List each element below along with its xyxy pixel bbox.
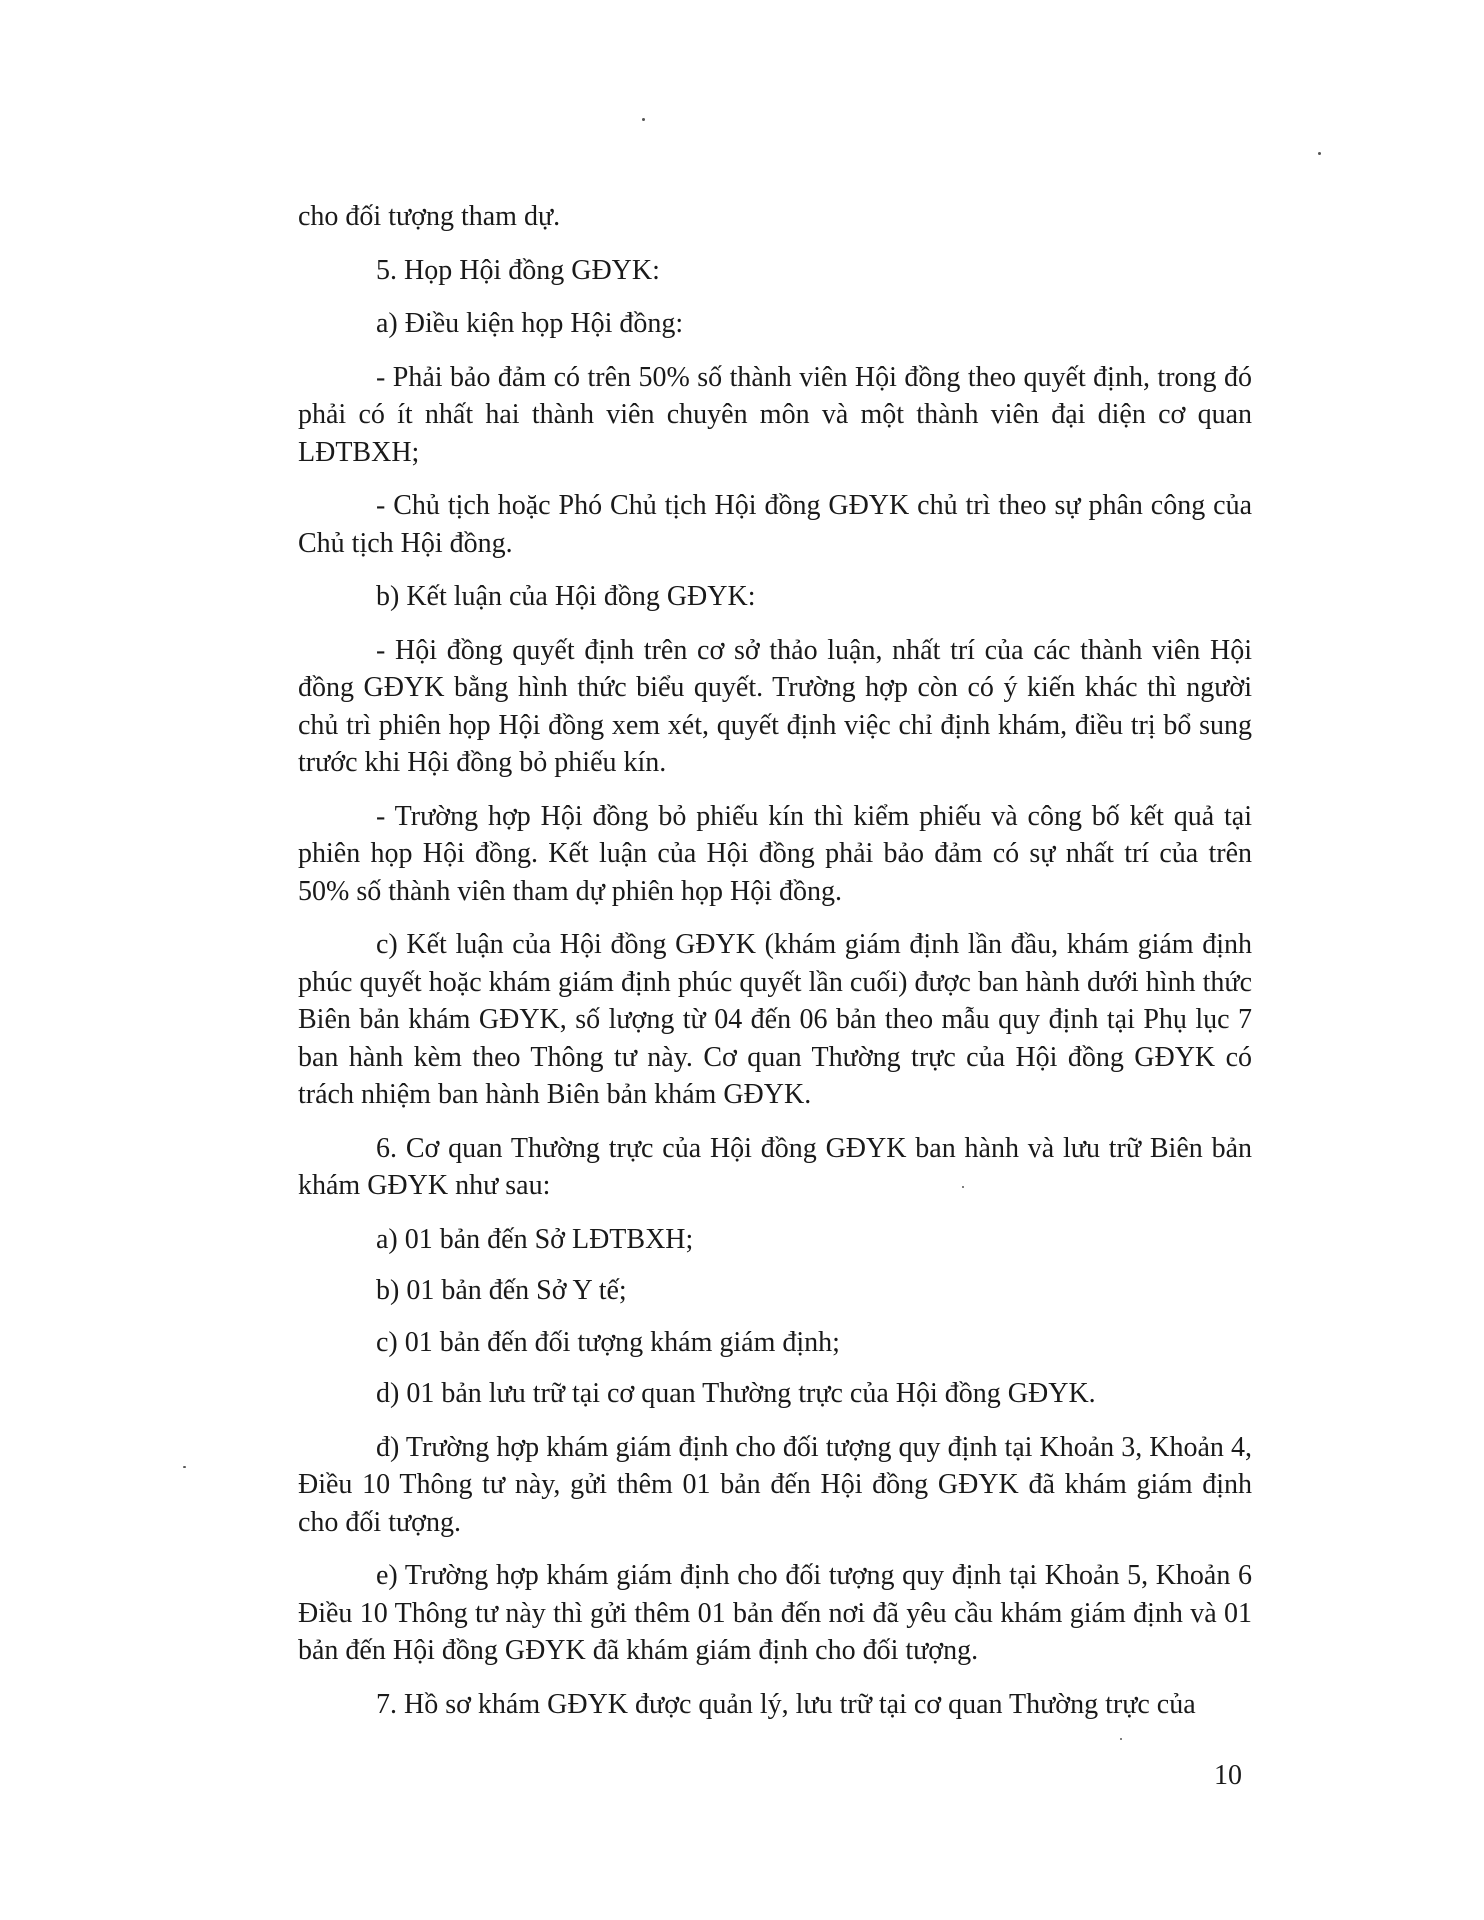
- list-item-d: d) 01 bản lưu trữ tại cơ quan Thường trực của Hội đồng GĐYK.: [376, 1378, 1096, 1409]
- scan-speck: [1318, 152, 1321, 155]
- section-5-heading: 5. Họp Hội đồng GĐYK:: [376, 254, 660, 286]
- list-item-dd: đ) Trường hợp khám giám định cho đối tượng quy định tại Khoản 3, Khoản 4, Điều 10 Thông tư này, gửi thêm 01 bản đến Hội đồng GĐYK đã khám giám định cho đối tượng.: [298, 1431, 1252, 1538]
- scan-speck: [642, 118, 645, 121]
- paragraph-continuation: cho đối tượng tham dự.: [298, 201, 561, 232]
- paragraph-secret-ballot: - Trường hợp Hội đồng bỏ phiếu kín thì kiểm phiếu và công bố kết quả tại phiên họp Hội đồng. Kết luận của Hội đồng phải bảo đảm có sự nhất trí của trên 50% số thành viên tham dự phiên họp Hội đồng.: [298, 800, 1252, 907]
- document-body: [298, 198, 1252, 1739]
- paragraph-chair: - Chủ tịch hoặc Phó Chủ tịch Hội đồng GĐYK chủ trì theo sự phân công của Chủ tịch Hội đồng.: [298, 490, 1252, 559]
- paragraph-quorum: - Phải bảo đảm có trên 50% số thành viên Hội đồng theo quyết định, trong đó phải có ít nhất hai thành viên chuyên môn và một thành viên đại diện cơ quan LĐTBXH;: [298, 361, 1252, 468]
- scan-speck: [183, 1466, 186, 1468]
- section-7-start: 7. Hồ sơ khám GĐYK được quản lý, lưu trữ tại cơ quan Thường trực của: [376, 1688, 1196, 1720]
- page-number: 10: [1214, 1760, 1242, 1791]
- scan-speck: [962, 1186, 964, 1188]
- subsection-b-heading: b) Kết luận của Hội đồng GĐYK:: [376, 581, 756, 612]
- section-6-heading: 6. Cơ quan Thường trực của Hội đồng GĐYK ban hành và lưu trữ Biên bản khám GĐYK như sau:: [298, 1132, 1252, 1201]
- list-item-b: b) 01 bản đến Sở Y tế;: [376, 1275, 627, 1306]
- paragraph-voting: - Hội đồng quyết định trên cơ sở thảo luận, nhất trí của các thành viên Hội đồng GĐYK bằng hình thức biểu quyết. Trường hợp còn có ý kiến khác thì người chủ trì phiên họp Hội đồng xem xét, quyết định việc chỉ định khám, điều trị bổ sung trước khi Hội đồng bỏ phiếu kín.: [298, 634, 1252, 778]
- list-item-a: a) 01 bản đến Sở LĐTBXH;: [376, 1223, 694, 1255]
- paragraph-conclusion-c: c) Kết luận của Hội đồng GĐYK (khám giám định lần đầu, khám giám định phúc quyết hoặc khám giám định phúc quyết lần cuối) được ban hành dưới hình thức Biên bản khám GĐYK, số lượng từ 04 đến 06 bản theo mẫu quy định tại Phụ lục 7 ban hành kèm theo Thông tư này. Cơ quan Thường trực của Hội đồng GĐYK có trách nhiệm ban hành Biên bản khám GĐYK.: [298, 929, 1252, 1110]
- subsection-a-heading: a) Điều kiện họp Hội đồng:: [376, 308, 684, 339]
- scan-speck: [1120, 1738, 1122, 1740]
- list-item-c: c) 01 bản đến đối tượng khám giám định;: [376, 1326, 840, 1358]
- list-item-e: e) Trường hợp khám giám định cho đối tượng quy định tại Khoản 5, Khoản 6 Điều 10 Thông tư này thì gửi thêm 01 bản đến nơi đã yêu cầu khám giám định và 01 bản đến Hội đồng GĐYK đã khám giám định cho đối tượng.: [298, 1560, 1252, 1666]
